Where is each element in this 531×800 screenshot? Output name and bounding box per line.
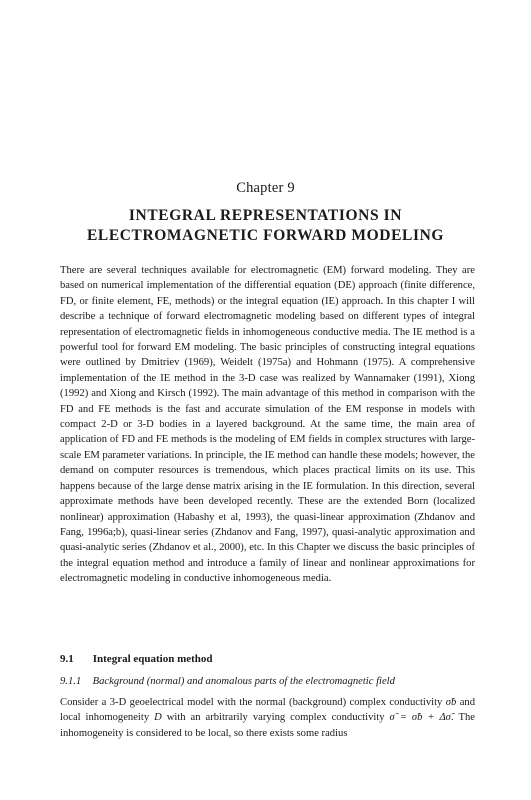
subsection-heading — [60, 676, 475, 687]
subsection-number: 9.1.1 — [60, 676, 82, 687]
subsection-title: Background (normal) and anomalous parts of the electromagnetic field — [92, 676, 395, 687]
chapter-label: Chapter 9 — [236, 180, 295, 196]
section-paragraph-text-2: and local inhomogeneity — [60, 697, 475, 724]
conductivity-equation: σ̃ = σ̃b + Δσ̃ — [389, 712, 451, 724]
section-title: Integral equation method — [92, 653, 213, 665]
section-paragraph-text-3: with an arbitrarily varying complex conductivity — [161, 712, 390, 724]
intro-paragraph: There are several techniques available for electromagnetic (EM) forward modeling. They are based on numerical implementation of the differential equation (DE) approach (finite difference, FD, or finite element, FE, methods) or the integral equation (IE) approach. In this chapter I will describe a technique of forward electromagnetic modeling based on different types of integral representation of electromagnetic fields in inhomogeneous conductive media. The IE method is a powerful tool for forward EM modeling. The basic principles of constructing integral equations were outlined by Dmitriev (1969), Weidelt (1975a) and Hohmann (1975). A comprehensive implementation of the IE method in the 3-D case was realized by Wannamaker (1991), Xiong (1992) and Xiong and Kirsch (1992). The main advantage of this method in comparison with the FD and FE methods is the fast and accurate simulation of the EM response in models with compact 2-D or 3-D bodies in a layered background. At the same time, the main area of application of FD and FE methods is the modeling of EM fields in complex structures with large-scale EM parameter variations. In principle, the IE method can handle these models; however, the demand on computer resources is tremendous, which places practical limits on its use. This happens because of the large dense matrix arising in the IE formulation. In this direction, several approximate methods have been developed recently. These are the extended Born (localized nonlinear) approximation (Habashy et al, 1993), the quasi-linear approximation (Zhdanov and Fang, 1996a;b), quasi-linear series (Zhdanov and Fang, 1997), quasi-analytic approximation and quasi-analytic series (Zhdanov et al., 2000), etc. In this Chapter we discuss the basic principles of the integral equation method and introduce a family of linear and nonlinear approximations for electromagnetic modeling in conductive inhomogeneous media. — [60, 265, 475, 585]
section-heading — [60, 653, 475, 665]
chapter-title — [0, 206, 531, 246]
section-number: 9.1 — [60, 653, 74, 665]
sigma-background-symbol: σ̃b — [445, 697, 457, 708]
inhomogeneity-symbol: D — [154, 712, 162, 724]
intro-paragraph-block — [60, 263, 475, 587]
chapter-title-line-2: ELECTROMAGNETIC FORWARD MODELING — [86, 227, 445, 244]
section-paragraph-text-4: . The inhomogeneity is considered to be local, so there exists some radius — [60, 712, 475, 739]
chapter-title-line-1: INTEGRAL REPRESENTATIONS IN — [128, 207, 403, 224]
section-paragraph — [60, 695, 475, 741]
section-paragraph-text-1: Consider a 3-D geoelectrical model with the normal (background) complex conductivity — [60, 697, 446, 708]
section-paragraph-block — [60, 695, 475, 741]
